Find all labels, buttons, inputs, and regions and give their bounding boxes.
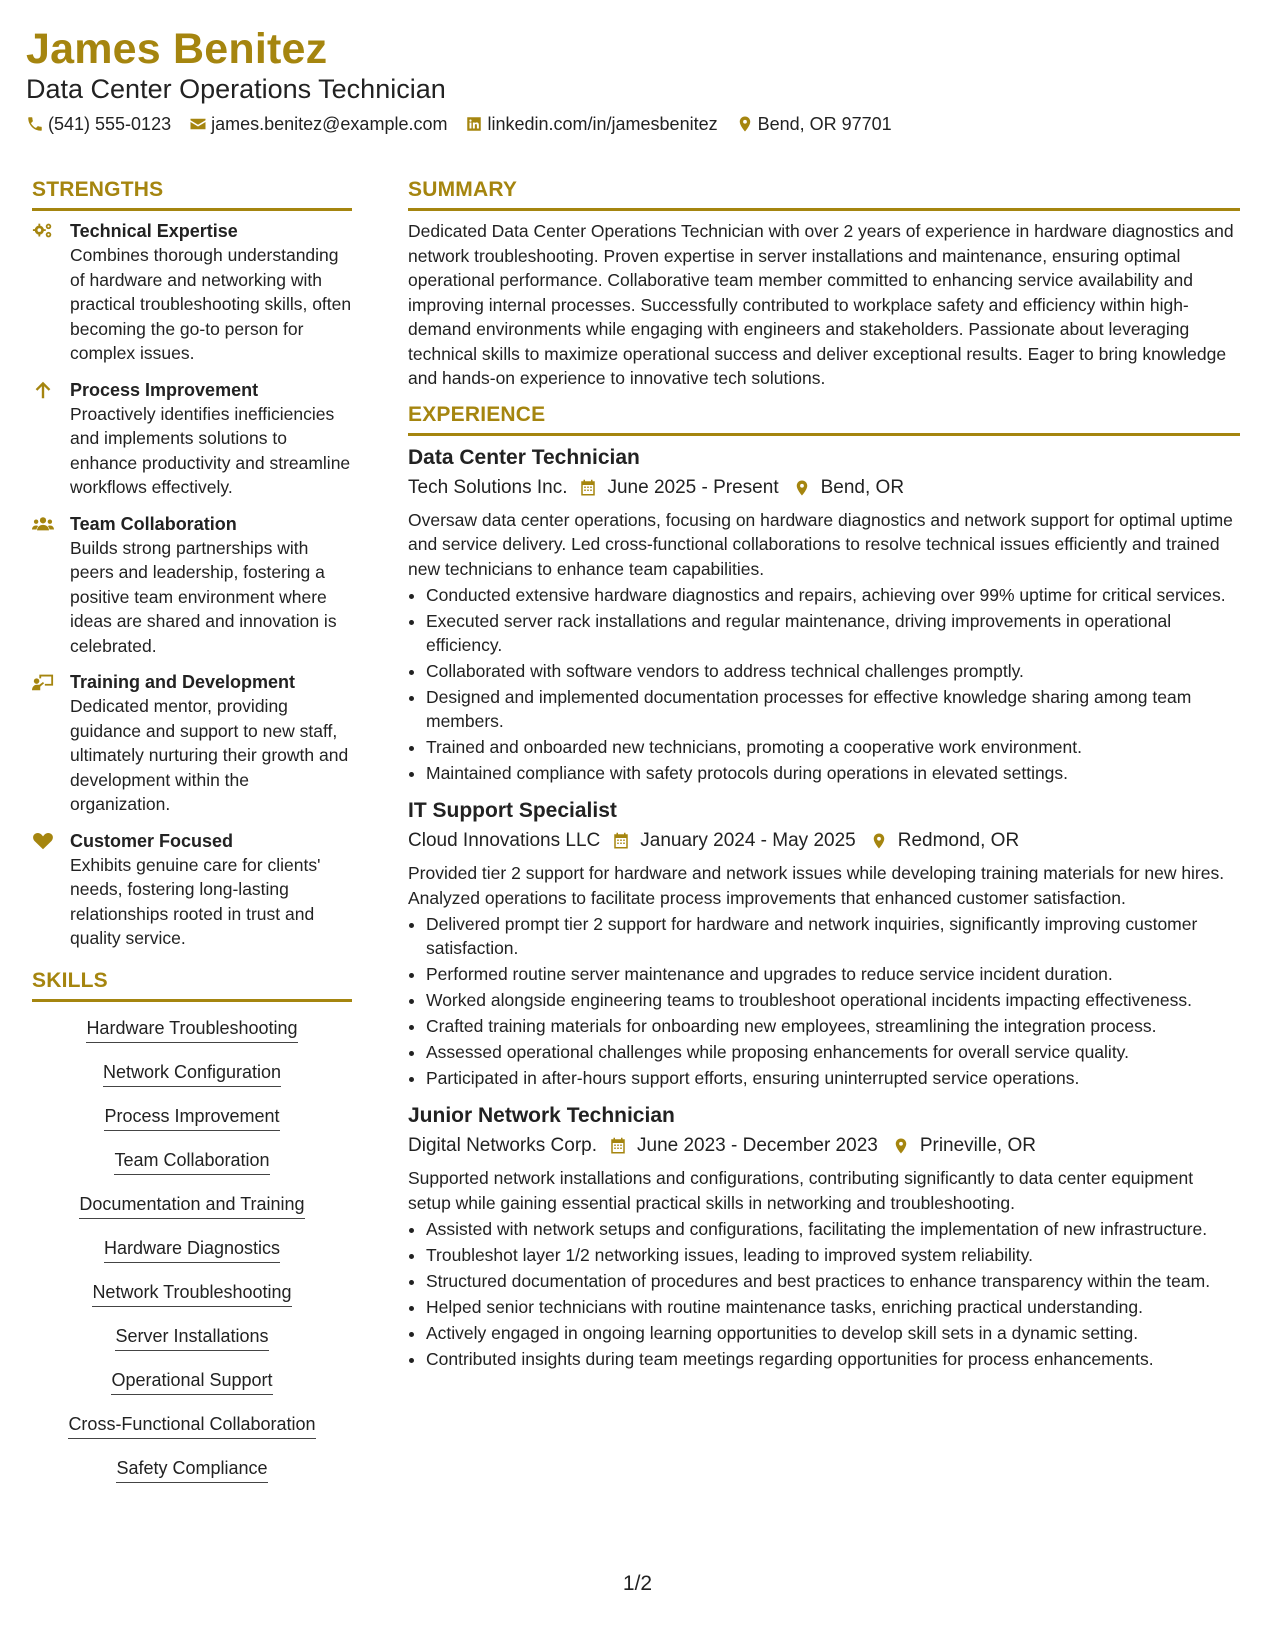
arrow-up-icon — [32, 380, 54, 400]
page-number: 1/2 — [622, 1572, 653, 1595]
job-bullet: • Crafted training materials for onboarding new employees, streamlining the integration process. — [426, 1014, 1240, 1038]
skill-tag: Operational Support — [111, 1368, 272, 1395]
job-bullet: • Actively engaged in ongoing learning opportunities to develop skill sets in a dynamic setting. — [426, 1321, 1240, 1345]
job-bullet: • Participated in after-hours support efforts, ensuring uninterrupted service operations. — [426, 1066, 1240, 1090]
job-meta — [408, 474, 1240, 502]
job-entry — [408, 797, 1240, 1090]
job-bullet: • Structured documentation of procedures and best practices to enhance transparency within the team. — [426, 1269, 1240, 1293]
gears-icon — [32, 221, 54, 241]
strength-desc: Proactively identifies inefficiencies and implements solutions to enhance productivity and streamline workflows effectively. — [70, 403, 351, 497]
skill-tag: Cross-Functional Collaboration — [68, 1412, 315, 1439]
job-bullet: • Collaborated with software vendors to address technical challenges promptly. — [426, 659, 1240, 683]
job-dates: June 2023 - December 2023 — [637, 1135, 878, 1156]
left-column — [32, 176, 352, 1500]
strength-desc: Exhibits genuine care for clients' needs, fostering long-lasting relationships rooted in trust and quality service. — [70, 854, 321, 948]
job-dates: January 2024 - May 2025 — [640, 830, 856, 851]
strength-item — [32, 829, 352, 951]
job-meta — [408, 1132, 1240, 1160]
job-dates: June 2025 - Present — [607, 476, 779, 498]
job-bullet: • Trained and onboarded new technicians, promoting a cooperative work environment. — [426, 735, 1240, 759]
email-text: james.benitez@example.com — [211, 114, 448, 134]
envelope-icon — [189, 115, 207, 133]
job-bullet: • Delivered prompt tier 2 support for hardware and network inquiries, significantly improving customer satisfaction. — [426, 912, 1240, 960]
strength-title: Training and Development — [70, 672, 296, 692]
skill-tag: Safety Compliance — [116, 1456, 267, 1483]
skill-tag: Documentation and Training — [79, 1192, 304, 1219]
strength-item — [32, 670, 352, 817]
skill-tag: Hardware Diagnostics — [104, 1236, 280, 1263]
job-title: Data Center Technician — [408, 445, 640, 469]
job-location: Bend, OR — [820, 476, 905, 498]
summary-text: Dedicated Data Center Operations Technician with over 2 years of experience in hardware diagnostics and network troubleshooting. Proven expertise in server installations and maintenance, ensuring optimal operational performance. Collaborative team member committed to enhancing service availability and improving internal processes. Successfully contributed to workplace safety and efficiency within high-demand environments while engaging with engineers and stakeholders. Passionate about leveraging technical skills to maximize operational success and deliver exceptional results. Eager to bring knowledge and hands-on experience to innovative tech solutions. — [408, 221, 1234, 388]
strength-title: Team Collaboration — [70, 513, 237, 534]
job-entry — [408, 444, 1240, 786]
strengths-heading: STRENGTHS — [32, 176, 352, 211]
job-bullet: • Contributed insights during team meetings regarding opportunities for process enhancements. — [426, 1347, 1240, 1371]
map-pin-icon — [736, 115, 754, 133]
job-company: Cloud Innovations LLC — [408, 830, 601, 851]
heart-icon — [32, 831, 54, 851]
calendar-icon — [609, 1137, 627, 1155]
experience-heading: EXPERIENCE — [408, 401, 1240, 436]
skill-tag: Process Improvement — [104, 1104, 279, 1131]
linkedin-text: linkedin.com/in/jamesbenitez — [487, 114, 718, 134]
job-location: Prineville, OR — [919, 1135, 1036, 1156]
job-bullet: • Maintained compliance with safety protocols during operations in elevated settings. — [426, 761, 1240, 785]
job-location: Redmond, OR — [897, 830, 1020, 851]
job-bullet: • Designed and implemented documentation processes for effective knowledge sharing among team members. — [426, 685, 1240, 733]
map-pin-icon — [870, 832, 888, 850]
skill-tag: Hardware Troubleshooting — [86, 1016, 297, 1043]
strength-title: Customer Focused — [70, 830, 234, 851]
skills-list — [32, 1016, 352, 1483]
strength-desc: Builds strong partnerships with peers and leadership, fostering a positive team environment where ideas are shared and innovation is celebrated. — [70, 537, 337, 656]
job-bullet: • Worked alongside engineering teams to troubleshoot operational incidents impacting effectiveness. — [426, 988, 1240, 1012]
job-bullet: • Assisted with network setups and configurations, facilitating the implementation of new infrastructure. — [426, 1217, 1240, 1241]
job-title: Junior Network Technician — [408, 1104, 675, 1127]
candidate-title: Data Center Operations Technician — [26, 74, 446, 104]
job-bullet: • Assessed operational challenges while proposing enhancements for overall service quality. — [426, 1040, 1240, 1064]
job-bullets — [408, 912, 1240, 1090]
job-description: Supported network installations and configurations, contributing significantly to data center equipment setup while gaining essential practical skills in networking and troubleshooting. — [408, 1168, 1194, 1213]
contact-bar — [26, 112, 910, 136]
job-description: Oversaw data center operations, focusing on hardware diagnostics and network support for optimal uptime and service delivery. Led cross-functional collaborations to resolve technical issues efficiently and trained new technicians to enhance team capabilities. — [408, 509, 1233, 579]
strength-title: Process Improvement — [70, 379, 259, 400]
linkedin-icon — [465, 115, 483, 133]
job-company: Digital Networks Corp. — [408, 1135, 597, 1156]
candidate-name: James Benitez — [26, 25, 328, 73]
job-company: Tech Solutions Inc. — [408, 476, 568, 498]
phone-icon — [26, 115, 44, 133]
map-pin-icon — [892, 1137, 910, 1155]
strength-title: Technical Expertise — [70, 221, 238, 241]
job-bullet: • Executed server rack installations and regular maintenance, driving improvements in operational efficiency. — [426, 609, 1240, 657]
job-bullet: • Performed routine server maintenance and upgrades to reduce service incident duration. — [426, 962, 1240, 986]
job-description: Provided tier 2 support for hardware and network issues while developing training materials for new hires. Analyzed operations to facilitate process improvements that enhanced customer satisfaction. — [408, 863, 1225, 908]
strength-item — [32, 512, 352, 659]
job-meta — [408, 827, 1240, 855]
job-bullet: • Troubleshot layer 1/2 networking issues, leading to improved system reliability. — [426, 1243, 1240, 1267]
calendar-icon — [612, 832, 630, 850]
chalkboard-teacher-icon — [32, 672, 54, 692]
strength-item — [32, 219, 352, 366]
map-pin-icon — [793, 479, 811, 497]
right-column — [408, 176, 1240, 1383]
contact-linkedin[interactable] — [465, 112, 717, 136]
job-bullet: • Conducted extensive hardware diagnostics and repairs, achieving over 99% uptime for critical services. — [426, 583, 1240, 607]
contact-location — [736, 112, 892, 136]
strength-desc: Dedicated mentor, providing guidance and support to new staff, ultimately nurturing their growth and development within the organization. — [70, 696, 349, 814]
job-entry — [408, 1102, 1240, 1371]
skill-tag: Server Installations — [115, 1324, 268, 1351]
calendar-icon — [579, 479, 597, 497]
users-icon — [32, 514, 54, 534]
job-bullet: • Helped senior technicians with routine maintenance tasks, enriching practical understanding. — [426, 1295, 1240, 1319]
job-bullets — [408, 1217, 1240, 1371]
skill-tag: Team Collaboration — [114, 1148, 269, 1175]
job-bullets — [408, 583, 1240, 785]
skills-heading: SKILLS — [32, 967, 352, 1002]
strength-item — [32, 378, 352, 500]
contact-email[interactable] — [189, 112, 447, 136]
skill-tag: Network Configuration — [103, 1060, 281, 1087]
strength-desc: Combines thorough understanding of hardware and networking with practical troubleshooting skills, often becoming the go-to person for complex issues. — [70, 245, 352, 363]
summary-heading: SUMMARY — [408, 176, 1240, 211]
location-text: Bend, OR 97701 — [757, 114, 892, 134]
phone-text: (541) 555-0123 — [48, 114, 172, 134]
job-title: IT Support Specialist — [408, 799, 617, 822]
contact-phone[interactable] — [26, 112, 171, 136]
skill-tag: Network Troubleshooting — [92, 1280, 291, 1307]
